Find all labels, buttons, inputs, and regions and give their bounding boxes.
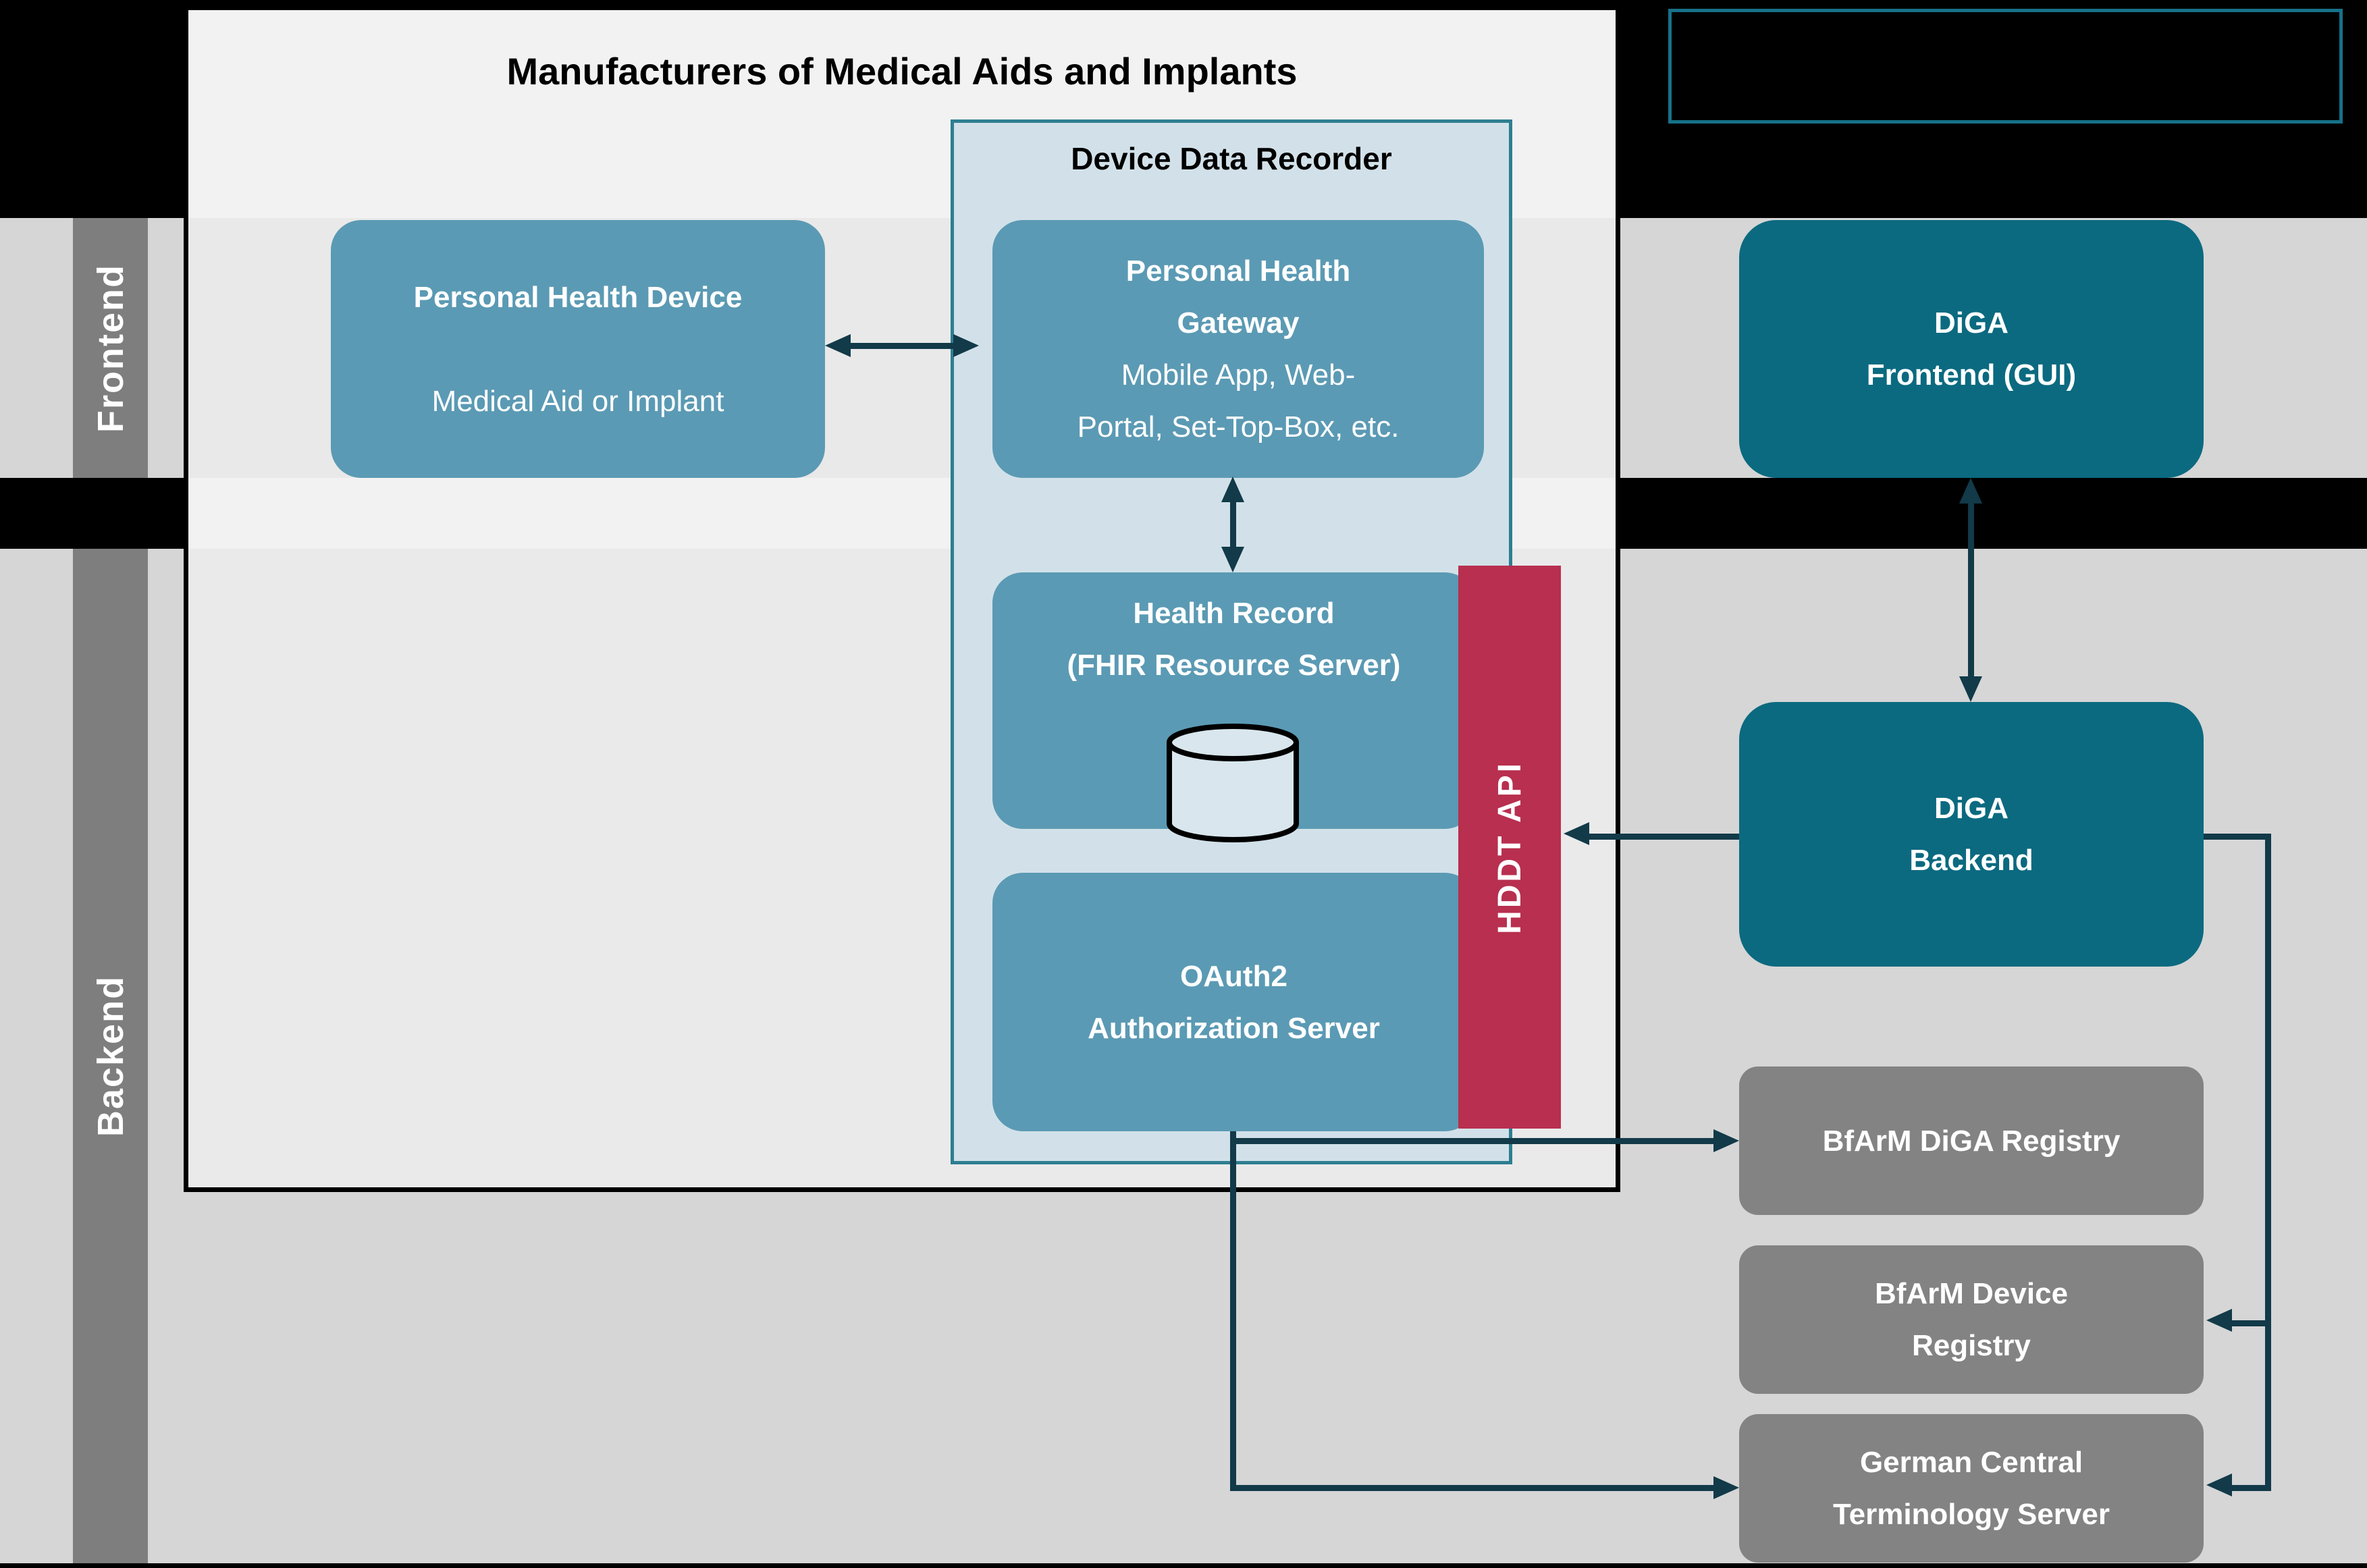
hddt-api-label: HDDT API: [1491, 760, 1528, 934]
diga-frontend-line1: DiGA: [1934, 306, 2009, 340]
diga-frontend-line2: Frontend (GUI): [1866, 358, 2077, 391]
arrow-device-registry-head-icon: [2206, 1309, 2232, 1332]
terminology-server-line2: Terminology Server: [1833, 1498, 2110, 1531]
frontend-lane-label: Frontend: [90, 263, 131, 433]
line-to-device-registry: [2232, 1320, 2271, 1326]
legend-box: [1668, 9, 2343, 124]
arrow-terminology-server-left-head-icon: [1713, 1476, 1739, 1499]
line-oauth2-down: [1230, 1131, 1236, 1491]
arrow-terminology-server-right-head-icon: [2206, 1474, 2232, 1496]
health-record-line1: Health Record: [1133, 597, 1335, 630]
diga-backend-box: [1739, 702, 2204, 967]
oauth2-authorization-server-box: [992, 873, 1475, 1131]
personal-health-device-title: Personal Health Device: [413, 280, 743, 314]
line-oauth2-to-terminology-server: [1230, 1485, 1713, 1491]
arrow-phd-phg-right-head-icon: [953, 334, 979, 357]
diga-backend-line1: DiGA: [1934, 792, 2009, 825]
panel-title: Manufacturers of Medical Aids and Implants: [506, 50, 1298, 92]
arrow-digabackend-hddt-shaft: [1589, 834, 1739, 840]
arrow-digabackend-hddt-head-icon: [1564, 822, 1589, 845]
arrow-phg-healthrecord-shaft: [1230, 501, 1236, 549]
personal-health-device-box: [331, 220, 825, 478]
backend-lane-bar: [73, 549, 148, 1563]
oauth2-line2: Authorization Server: [1088, 1011, 1380, 1045]
arrow-phd-phg-left-head-icon: [825, 334, 851, 357]
bfarm-device-registry-box: [1739, 1245, 2204, 1394]
bfarm-device-registry-line1: BfArM Device: [1874, 1277, 2069, 1310]
line-digabackend-right: [2204, 834, 2271, 840]
diga-backend-line2: Backend: [1909, 844, 2033, 877]
diga-frontend-box: [1739, 220, 2204, 478]
terminology-server-box: [1739, 1414, 2204, 1563]
arrow-phg-healthrecord-up-head-icon: [1221, 477, 1244, 502]
bfarm-device-registry-line2: Registry: [1911, 1329, 2031, 1362]
personal-health-gateway-subtitle-line2: Portal, Set-Top-Box, etc.: [1077, 410, 1400, 443]
hddt-api-bar: [1458, 566, 1561, 1129]
arrow-digafrontend-digabackend-down-head-icon: [1959, 676, 1982, 702]
personal-health-gateway-subtitle-line1: Mobile App, Web-: [1121, 358, 1356, 391]
database-icon: [1165, 709, 1300, 844]
frontend-lane-bar: [73, 218, 148, 478]
personal-health-gateway-title-line2: Gateway: [1177, 306, 1300, 340]
personal-health-device-subtitle: Medical Aid or Implant: [431, 384, 724, 418]
line-to-terminology-server-right: [2232, 1485, 2271, 1491]
device-data-recorder-label: Device Data Recorder: [1071, 141, 1392, 176]
line-oauth2-to-diga-registry: [1230, 1138, 1713, 1144]
oauth2-line1: OAuth2: [1180, 959, 1287, 993]
terminology-server-line1: German Central: [1859, 1446, 2083, 1479]
personal-health-gateway-title-line1: Personal Health: [1125, 254, 1351, 288]
arrow-digafrontend-digabackend-up-head-icon: [1959, 478, 1982, 504]
arrow-diga-registry-head-icon: [1713, 1129, 1739, 1152]
backend-lane-label: Backend: [90, 975, 131, 1137]
arrow-phg-healthrecord-down-head-icon: [1221, 547, 1244, 572]
bfarm-diga-registry-box: [1739, 1066, 2204, 1215]
bfarm-diga-registry-label: BfArM DiGA Registry: [1822, 1124, 2121, 1158]
health-record-line2: (FHIR Resource Server): [1067, 649, 1401, 682]
arrow-digafrontend-digabackend-shaft: [1968, 502, 1974, 678]
arrow-phd-phg-shaft: [849, 343, 957, 349]
line-digabackend-down: [2265, 834, 2271, 1491]
personal-health-gateway-box: [992, 220, 1484, 478]
